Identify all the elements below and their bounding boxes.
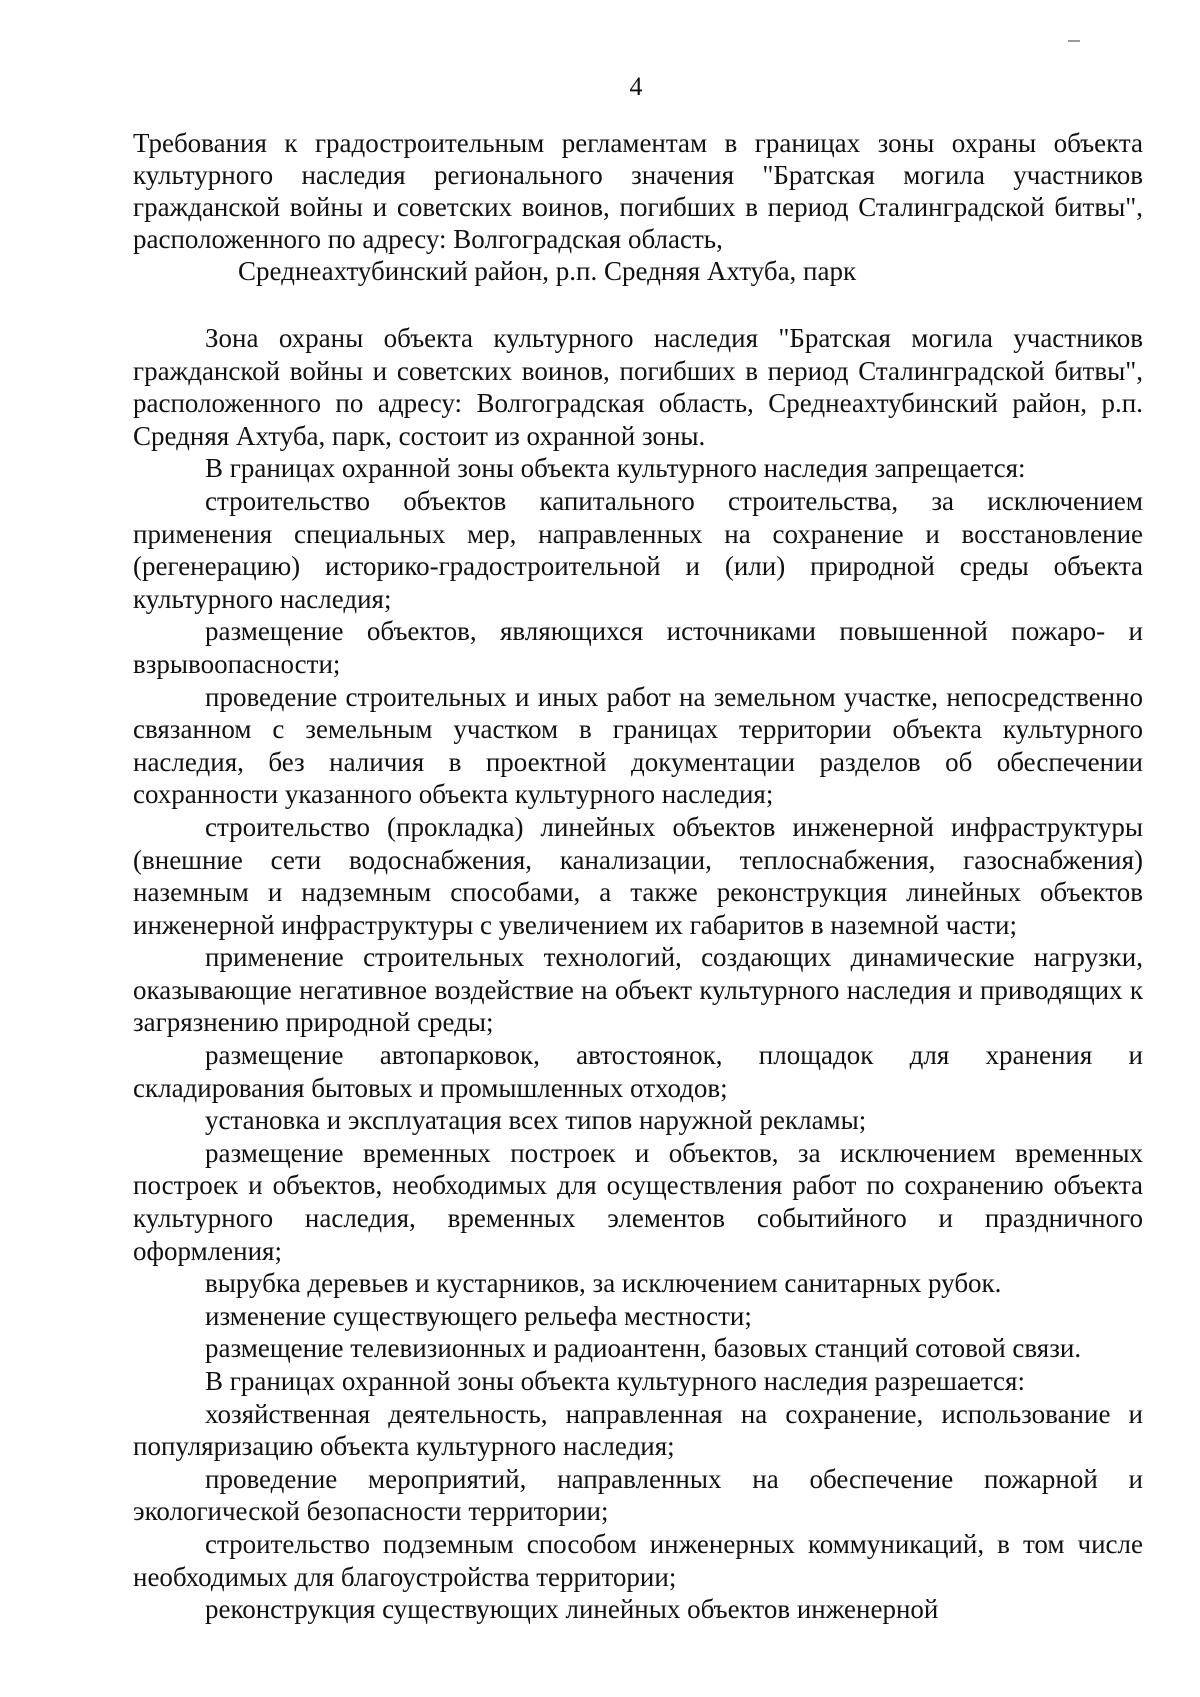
paragraph: строительство объектов капитального строительства, за исключением применения специальных мер, направленных на сохранение и восстановление (регенерацию) историко-градостроительной и (или) природной среды объекта культурного наследия; [133,485,1143,614]
paragraph: реконструкция существующих линейных объектов инженерной [205,1594,939,1625]
paragraph: строительство подземным способом инженерных коммуникаций, в том числе необходимых для благоустройства территории; [133,1528,1143,1592]
paragraph: Зона охраны объекта культурного наследия "Братская могила участников гражданской войны и советских воинов, погибших в период Сталинградской битвы", расположенного по адресу: Волгоградская область, Среднеахтубинский район, р.п. Средняя Ахтуба, парк, состоит из охранной зоны. [133,323,1143,451]
paragraph: размещение автопарковок, автостоянок, площадок для хранения и складирования бытовых и промышленных отходов; [133,1040,1143,1103]
paragraph: вырубка деревьев и кустарников, за исключением санитарных рубок. [205,1268,1002,1299]
paragraph: изменение существующего рельефа местности; [205,1300,752,1331]
title-line-1: Требования к градостроительным регламентам в границах зоны охраны объекта культурного наследия регионального значения "Братская могила участников гражданской войны и советских воинов, погибших в период Сталинградской битвы", расположенного по адресу: Волгоградская область, [133,128,1143,254]
paragraph: размещение телевизионных и радиоантенн, базовых станций сотовой связи. [205,1333,1082,1364]
title-line-2: Среднеахтубинский район, р.п. Средняя Ахтуба, парк [238,256,857,286]
paragraph: установка и эксплуатация всех типов наружной рекламы; [205,1105,867,1136]
paragraph: В границах охранной зоны объекта культурного наследия разрешается: [205,1366,1025,1396]
scan-mark [1068,40,1080,42]
paragraph: проведение мероприятий, направленных на обеспечение пожарной и экологической безопасности территории; [133,1463,1143,1527]
document-body [133,322,1143,1626]
paragraph: проведение строительных и иных работ на земельном участке, непосредственно связанном с земельным участком в границах территории объекта культурного наследия, без наличия в проектной документации разделов об обеспечении сохранности указанного объекта культурного наследия; [133,681,1143,810]
paragraph: строительство (прокладка) линейных объектов инженерной инфраструктуры (внешние сети водоснабжения, канализации, теплоснабжения, газоснабжения) наземным и надземным способами, а также реконструкция линейных объектов инженерной инфраструктуры с увеличением их габаритов в наземной части; [133,811,1143,940]
paragraph: В границах охранной зоны объекта культурного наследия запрещается: [205,453,1026,484]
paragraph: размещение объектов, являющихся источниками повышенной пожаро- и взрывоопасности; [133,616,1143,679]
page-number: 4 [629,72,643,101]
document-title [133,127,1143,287]
paragraph: хозяйственная деятельность, направленная на сохранение, использование и популяризацию объекта культурного наследия; [133,1398,1143,1462]
paragraph: применение строительных технологий, создающих динамические нагрузки, оказывающие негативное воздействие на объект культурного наследия и приводящих к загрязнению природной среды; [133,942,1143,1038]
paragraph: размещение временных построек и объектов, за исключением временных построек и объектов, необходимых для осуществления работ по сохранению объекта культурного наследия, временных элементов событийного и праздничного оформления; [133,1137,1143,1266]
